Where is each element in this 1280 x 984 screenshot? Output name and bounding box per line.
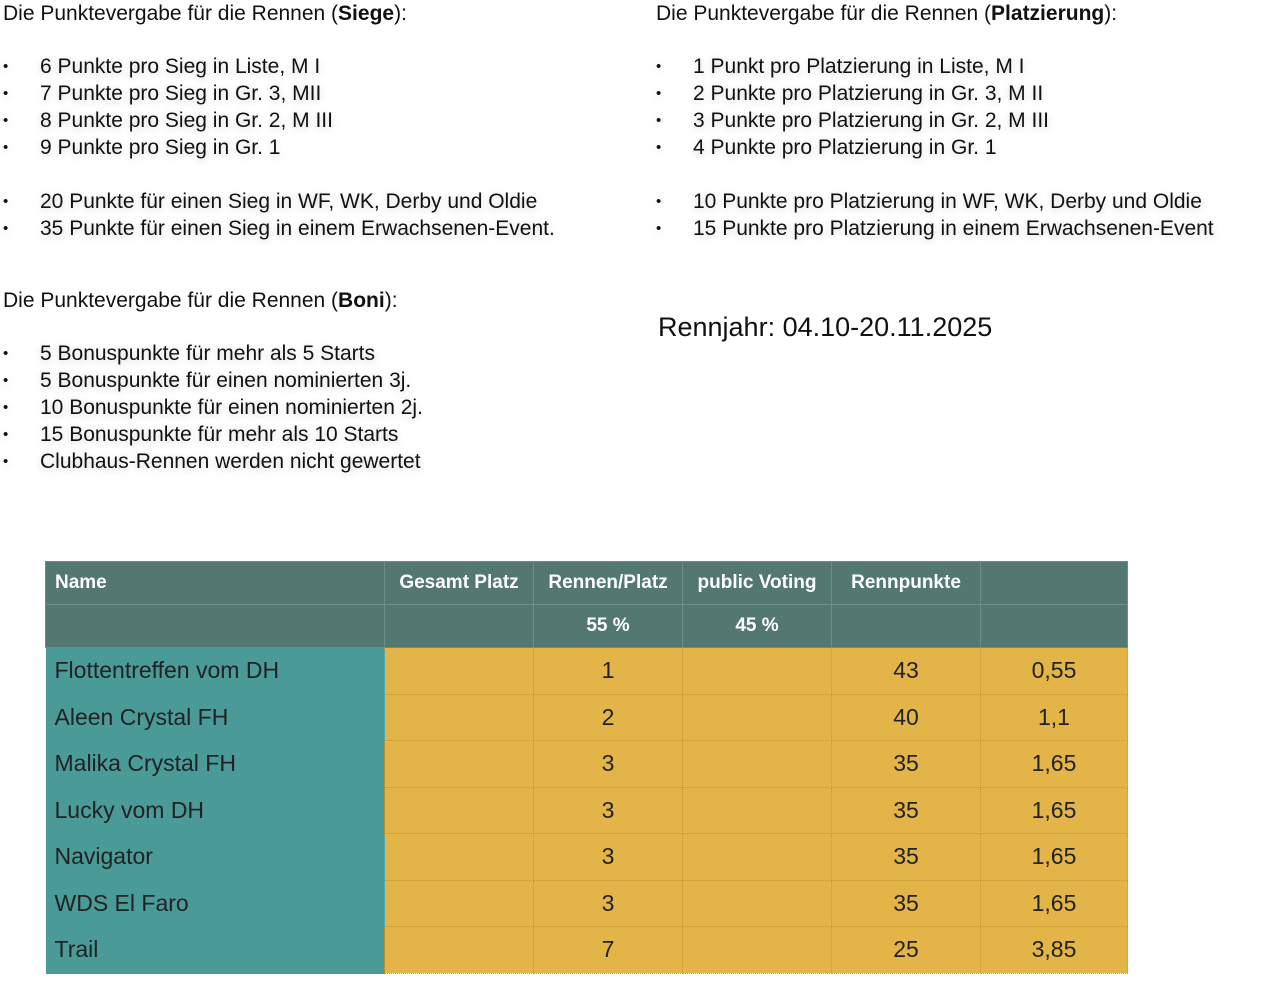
table-cell: 1,65 [981, 787, 1128, 834]
column-header: Rennpunkte [832, 562, 981, 605]
list-item: • 6 Punkte pro Sieg in Liste, M I [3, 53, 555, 80]
list-item: • 15 Bonuspunkte für mehr als 10 Starts [3, 421, 423, 448]
list-item: • 7 Punkte pro Sieg in Gr. 3, MII [3, 80, 555, 107]
list-item: • 3 Punkte pro Platzierung in Gr. 2, M III [656, 107, 1214, 134]
table-cell: 25 [832, 927, 981, 974]
table-cell: 35 [832, 880, 981, 927]
boni-list [3, 340, 423, 475]
table-row [46, 880, 1128, 927]
table-cell [683, 834, 832, 881]
ranking-table [45, 561, 1128, 974]
table-cell [385, 880, 534, 927]
table-cell: 3 [534, 787, 683, 834]
platz-list [656, 53, 1214, 242]
table-cell [385, 741, 534, 788]
list-item: • 9 Punkte pro Sieg in Gr. 1 [3, 134, 555, 161]
table-cell [385, 927, 534, 974]
horse-name: Lucky vom DH [46, 787, 385, 834]
column-subheader [981, 605, 1128, 648]
horse-name: Aleen Crystal FH [46, 694, 385, 741]
table-cell: 3 [534, 834, 683, 881]
platz-heading: Die Punktevergabe für die Rennen (Platzierung): [656, 2, 1118, 25]
table-cell [683, 787, 832, 834]
column-subheader [832, 605, 981, 648]
horse-name: WDS El Faro [46, 880, 385, 927]
list-item: • 1 Punkt pro Platzierung in Liste, M I [656, 53, 1214, 80]
table-cell: 35 [832, 787, 981, 834]
list-item: • 10 Bonuspunkte für einen nominierten 2j. [3, 394, 423, 421]
column-header [981, 562, 1128, 605]
list-item: • 20 Punkte für einen Sieg in WF, WK, Derby und Oldie [3, 188, 555, 215]
rennjahr: Rennjahr: 04.10-20.11.2025 [658, 312, 993, 342]
table-cell [683, 648, 832, 695]
table-cell: 40 [832, 694, 981, 741]
table-cell: 1,1 [981, 694, 1128, 741]
column-subheader: 55 % [534, 605, 683, 648]
siege-list [3, 53, 555, 242]
table-row [46, 694, 1128, 741]
table-cell: 0,55 [981, 648, 1128, 695]
column-subheader [46, 605, 385, 648]
table-cell: 35 [832, 834, 981, 881]
table-row [46, 648, 1128, 695]
column-header: Rennen/Platz [534, 562, 683, 605]
table-row [46, 741, 1128, 788]
table-cell: 2 [534, 694, 683, 741]
table-cell: 1,65 [981, 834, 1128, 881]
list-item: • 5 Bonuspunkte für einen nominierten 3j. [3, 367, 423, 394]
table-cell [683, 741, 832, 788]
platz-section [656, 0, 1214, 242]
table-cell [385, 787, 534, 834]
siege-section [3, 0, 555, 242]
list-item: • 15 Punkte pro Platzierung in einem Erwachsenen-Event [656, 215, 1214, 242]
table-cell [385, 694, 534, 741]
column-header: Gesamt Platz [385, 562, 534, 605]
horse-name: Navigator [46, 834, 385, 881]
table-cell [385, 648, 534, 695]
table-row [46, 927, 1128, 974]
list-item: • 4 Punkte pro Platzierung in Gr. 1 [656, 134, 1214, 161]
table-cell: 1,65 [981, 741, 1128, 788]
horse-name: Malika Crystal FH [46, 741, 385, 788]
column-subheader: 45 % [683, 605, 832, 648]
list-item: • 8 Punkte pro Sieg in Gr. 2, M III [3, 107, 555, 134]
table-cell [683, 927, 832, 974]
horse-name: Flottentreffen vom DH [46, 648, 385, 695]
table-cell: 3 [534, 880, 683, 927]
siege-heading: Die Punktevergabe für die Rennen (Siege): [3, 2, 407, 25]
table-cell [683, 880, 832, 927]
column-subheader [385, 605, 534, 648]
table-row [46, 787, 1128, 834]
table-cell: 1,65 [981, 880, 1128, 927]
list-item: • 35 Punkte für einen Sieg in einem Erwachsenen-Event. [3, 215, 555, 242]
table-cell: 7 [534, 927, 683, 974]
table-cell: 3 [534, 741, 683, 788]
boni-section [3, 287, 423, 475]
table-cell [385, 834, 534, 881]
table-row [46, 834, 1128, 881]
list-item: • 2 Punkte pro Platzierung in Gr. 3, M II [656, 80, 1214, 107]
horse-name: Trail [46, 927, 385, 974]
column-header: public Voting [683, 562, 832, 605]
boni-heading: Die Punktevergabe für die Rennen (Boni): [3, 289, 398, 312]
table-cell: 35 [832, 741, 981, 788]
table-cell: 43 [832, 648, 981, 695]
table-cell [683, 694, 832, 741]
table-cell: 1 [534, 648, 683, 695]
list-item: • 10 Punkte pro Platzierung in WF, WK, Derby und Oldie [656, 188, 1214, 215]
table-cell: 3,85 [981, 927, 1128, 974]
list-item: • 5 Bonuspunkte für mehr als 5 Starts [3, 340, 423, 367]
column-header: Name [46, 562, 385, 605]
list-item: • Clubhaus-Rennen werden nicht gewertet [3, 448, 423, 475]
